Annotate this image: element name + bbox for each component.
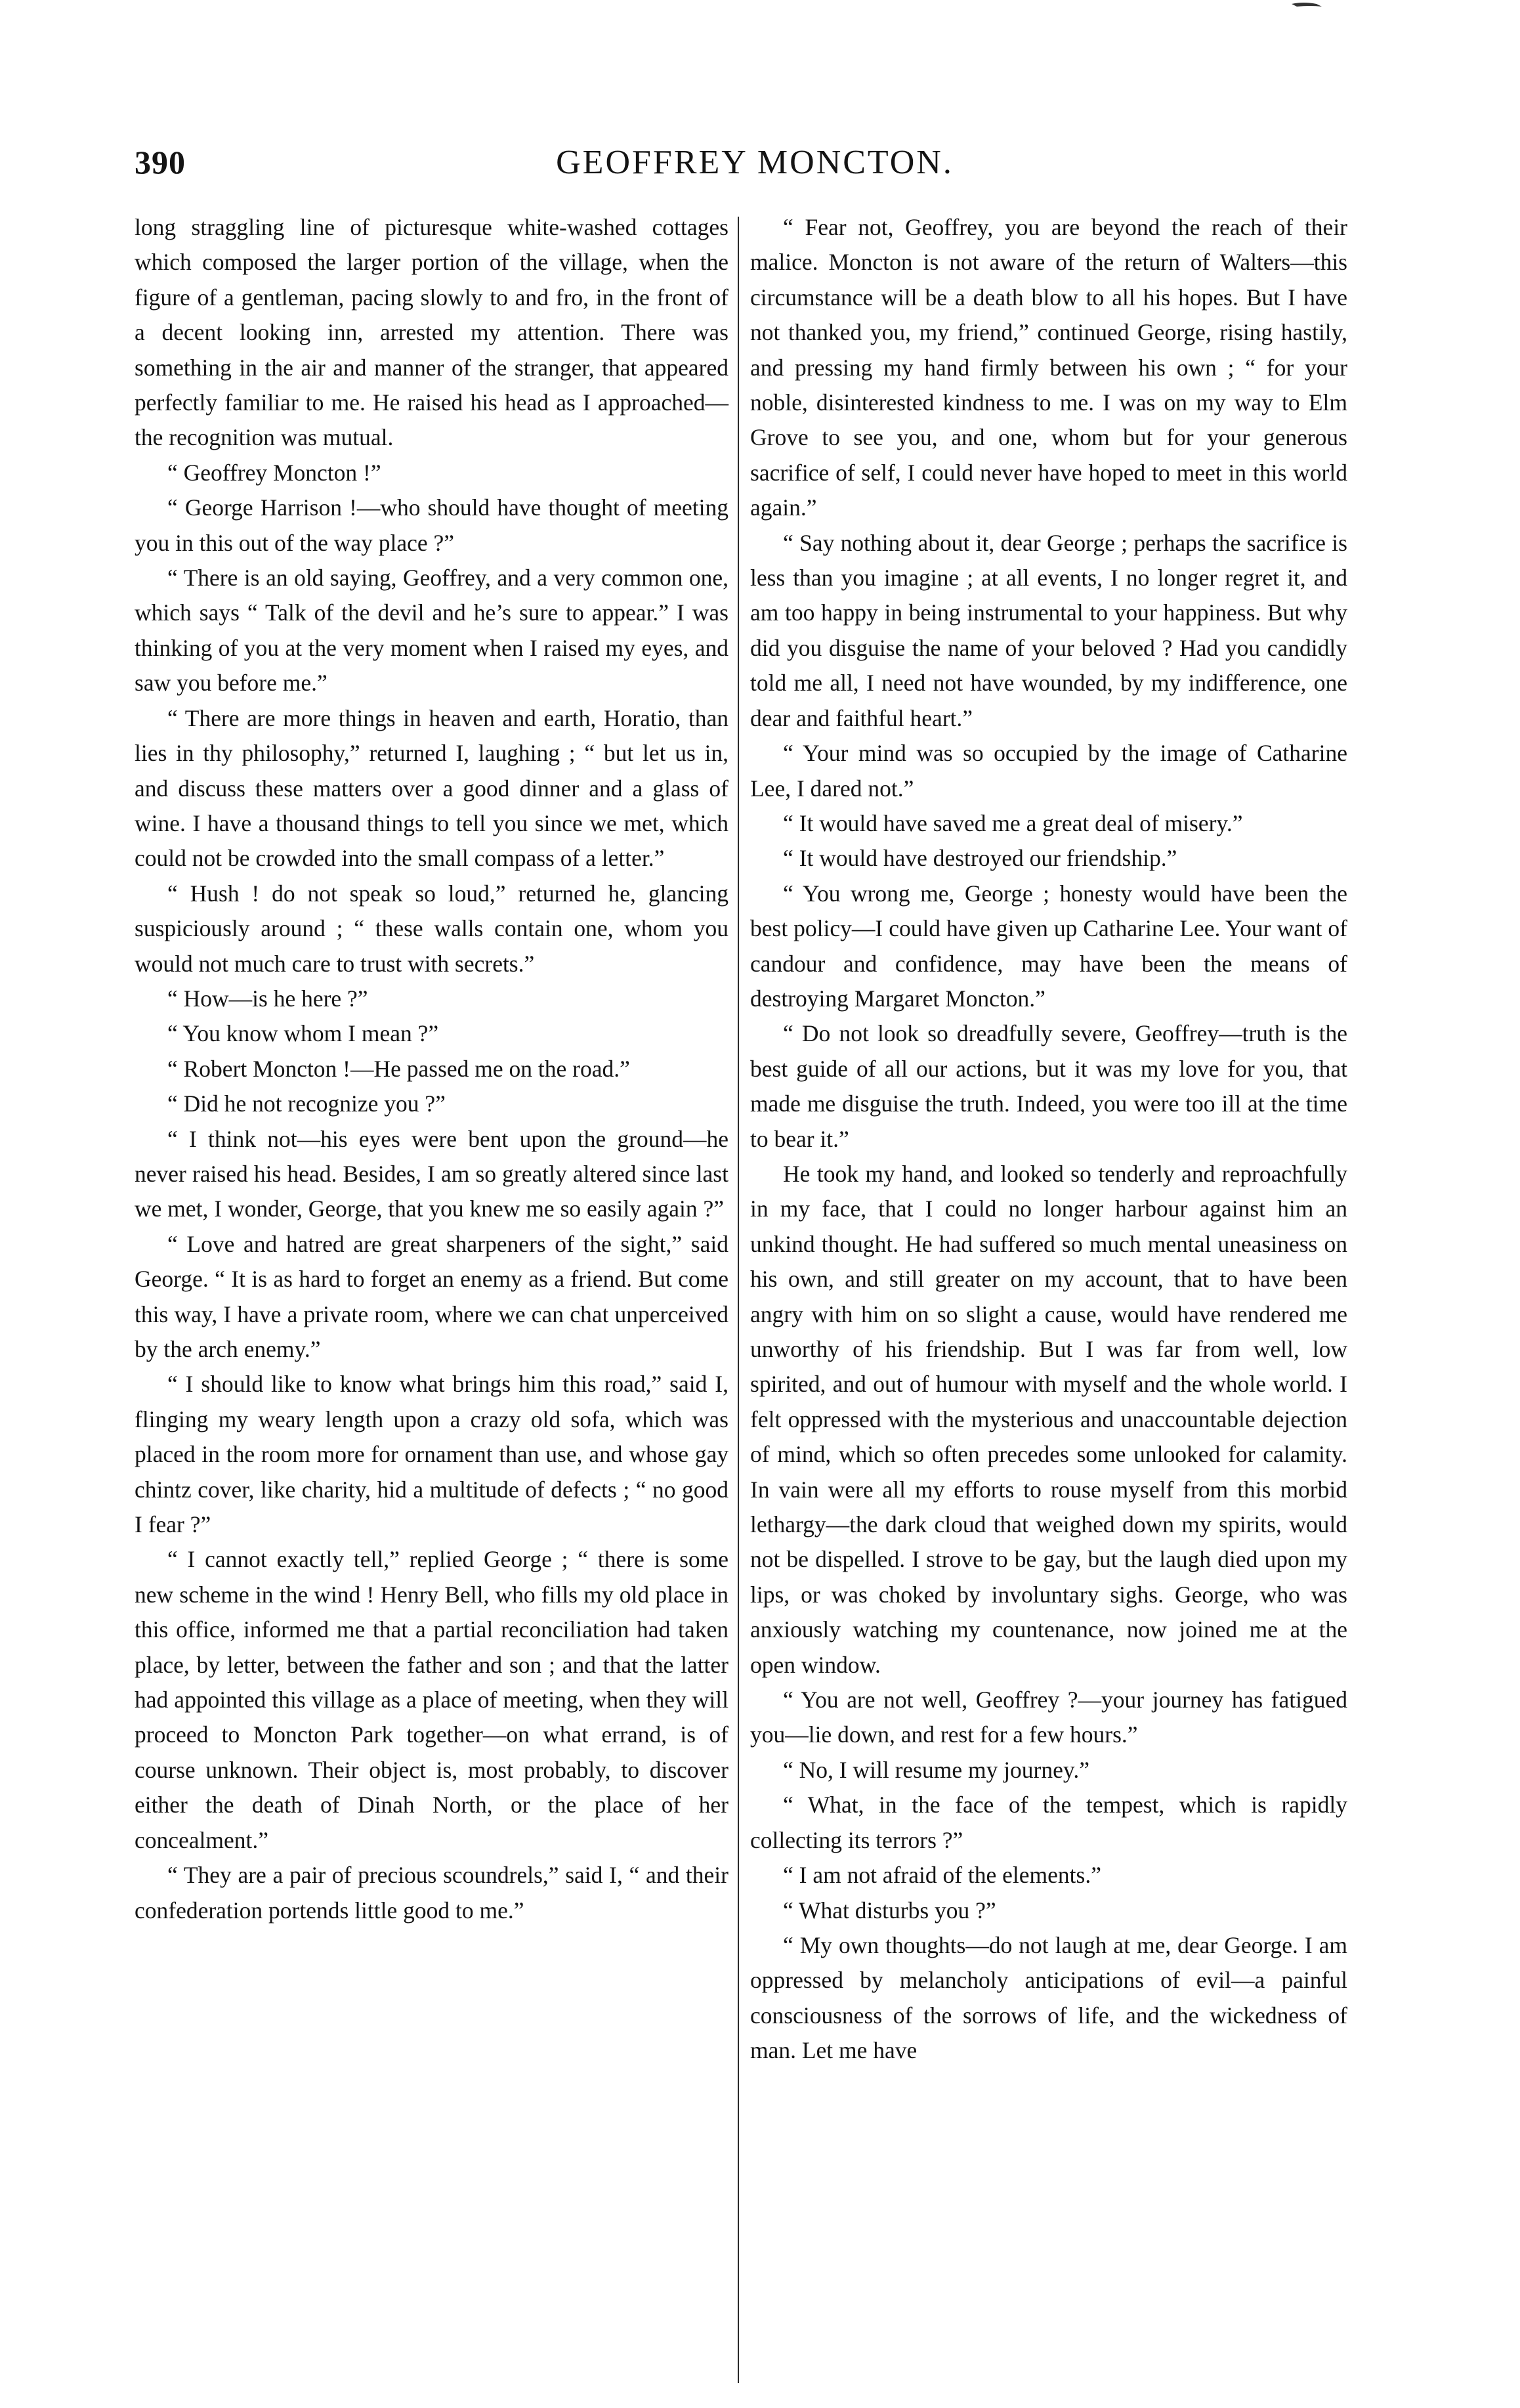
ink-speck-mark xyxy=(1290,0,1323,9)
paragraph: “ Say nothing about it, dear George ; perhaps the sacrifice is less than you imagine ; at all events, I no longer regret it, and am too happy in being instrumental to your happiness. But why did you disguise the name of your beloved ? Had you candidly told me all, I need not have wounded, by my indifference, one dear and faithful heart.” xyxy=(750,529,1347,731)
running-title: GEOFFREY MONCTON. xyxy=(556,144,954,181)
paragraph: “ They are a pair of precious scoundrels,” said I, “ and their confederation portends little good to me.” xyxy=(135,1862,728,1924)
paragraph: “ You know whom I mean ?” xyxy=(167,1020,439,1047)
paragraph: “ It would have destroyed our friendship.” xyxy=(783,845,1177,872)
paragraph: “ Love and hatred are great sharpeners of the sight,” said George. “ It is as hard to forget an enemy as a friend. But come this way, I have a private room, where we can chat unperceived by the arch enemy.” xyxy=(135,1230,728,1362)
paragraph: “ How—is he here ?” xyxy=(167,985,368,1012)
paragraph: “ I am not afraid of the elements.” xyxy=(783,1862,1101,1889)
paragraph: “ I think not—his eyes were bent upon the ground—he never raised his head. Besides, I am so greatly altered since last we met, I wonder, George, that you knew me so easily again ?” xyxy=(135,1125,728,1222)
paragraph: He took my hand, and looked so tenderly and reproachfully in my face, that I could no longer harbour against him an unkind thought. He had suffered so much mental uneasiness on his own, and still greater on my account, that to have been angry with him on so slight a cause, would have rendered me unworthy of his friendship. But I was far from well, low spirited, and out of humour with myself and the whole world. I felt oppressed with the mysterious and unaccountable dejection of mind, which so often precedes some unlooked for calamity. In vain were all my efforts to rouse myself from this morbid lethargy—the dark cloud that weighed down my spirits, would not be dispelled. I strove to be gay, but the laugh died upon my lips, or was choked by involuntary sighs. George, who was anxiously watching my countenance, now joined me at the open window. xyxy=(750,1160,1347,1678)
paragraph: “ What disturbs you ?” xyxy=(783,1897,996,1924)
paragraph: “ You wrong me, George ; honesty would have been the best policy—I could have given up Catharine Lee. Your want of candour and confidence, may have been the means of destroying Margaret Moncton.” xyxy=(750,880,1347,1012)
paragraph: long straggling line of picturesque white-washed cottages which composed the larger portion of the village, when the figure of a gentleman, pacing slowly to and fro, in the front of a decent looking inn, arrested my attention. There was something in the air and manner of the stranger, that appeared perfectly familiar to me. He raised his head as I approached—the recognition was mutual. xyxy=(135,214,728,451)
paragraph: “ There is an old saying, Geoffrey, and a very common one, which says “ Talk of the devil and he’s sure to appear.” I was thinking of you at the very moment when I raised my eyes, and saw you before me.” xyxy=(135,565,728,697)
paragraph: “ My own thoughts—do not laugh at me, dear George. I am oppressed by melancholy anticipations of evil—a painful consciousness of the sorrows of life, and the wickedness of man. Let me have xyxy=(750,1931,1347,2064)
paragraph: “ No, I will resume my journey.” xyxy=(783,1756,1089,1783)
paragraph: “ I cannot exactly tell,” replied George ; “ there is some new scheme in the wind ! Henry Bell, who fills my old place in this office, informed me that a partial reconciliation had taken place, by letter, between the father and son ; and that the latter had appointed this village as a place of meeting, when they will proceed to Moncton Park together—on what errand, is of course unknown. Their object is, most probably, to discover either the death of Dinah North, or the place of her concealment.” xyxy=(135,1546,728,1853)
right-column xyxy=(750,210,1347,2069)
page-header xyxy=(135,143,1375,196)
column-divider-rule xyxy=(738,217,739,2383)
paragraph: “ Fear not, Geoffrey, you are beyond the reach of their malice. Moncton is not aware of the return of Walters—this circumstance will be a death blow to all his hopes. But I have not thanked you, my friend,” continued George, rising hastily, and pressing my hand firmly between his own ; “ for your noble, disinterested kindness to me. I was on my way to Elm Grove to see you, and one, whom but for your generous sacrifice of self, I could never have hoped to meet in this world again.” xyxy=(750,214,1347,521)
paragraph: “ Geoffrey Moncton !” xyxy=(167,459,381,486)
paragraph: “ There are more things in heaven and earth, Horatio, than lies in thy philosophy,” returned I, laughing ; “ but let us in, and discuss these matters over a good dinner and a glass of wine. I have a thousand things to tell you since we met, which could not be crowded into the small compass of a letter.” xyxy=(135,704,728,872)
paragraph: “ Your mind was so occupied by the image of Catharine Lee, I dared not.” xyxy=(750,740,1347,802)
paragraph: “ I should like to know what brings him this road,” said I, flinging my weary length upon a crazy old sofa, which was placed in the room more for ornament than use, and whose gay chintz cover, like charity, hid a multitude of defects ; “ no good I fear ?” xyxy=(135,1371,728,1538)
paragraph: “ Do not look so dreadfully severe, Geoffrey—truth is the best guide of all our actions, but it was my love for you, that made me disguise the truth. Indeed, you were too ill at the time to bear it.” xyxy=(750,1020,1347,1152)
paragraph: “ It would have saved me a great deal of misery.” xyxy=(783,809,1243,836)
paragraph: “ Did he not recognize you ?” xyxy=(167,1090,446,1117)
paragraph: “ George Harrison !—who should have thought of meeting you in this out of the way place ?” xyxy=(135,494,728,556)
paragraph: “ You are not well, Geoffrey ?—your journey has fatigued you—lie down, and rest for a few hours.” xyxy=(750,1687,1347,1748)
page-number: 390 xyxy=(135,144,186,181)
paragraph: “ Hush ! do not speak so loud,” returned he, glancing suspiciously around ; “ these walls contain one, whom you would not much care to trust with secrets.” xyxy=(135,880,728,977)
paragraph: “ Robert Moncton !—He passed me on the road.” xyxy=(167,1055,630,1082)
left-column xyxy=(135,210,728,1928)
paragraph: “ What, in the face of the tempest, which is rapidly collecting its terrors ?” xyxy=(750,1792,1347,1853)
